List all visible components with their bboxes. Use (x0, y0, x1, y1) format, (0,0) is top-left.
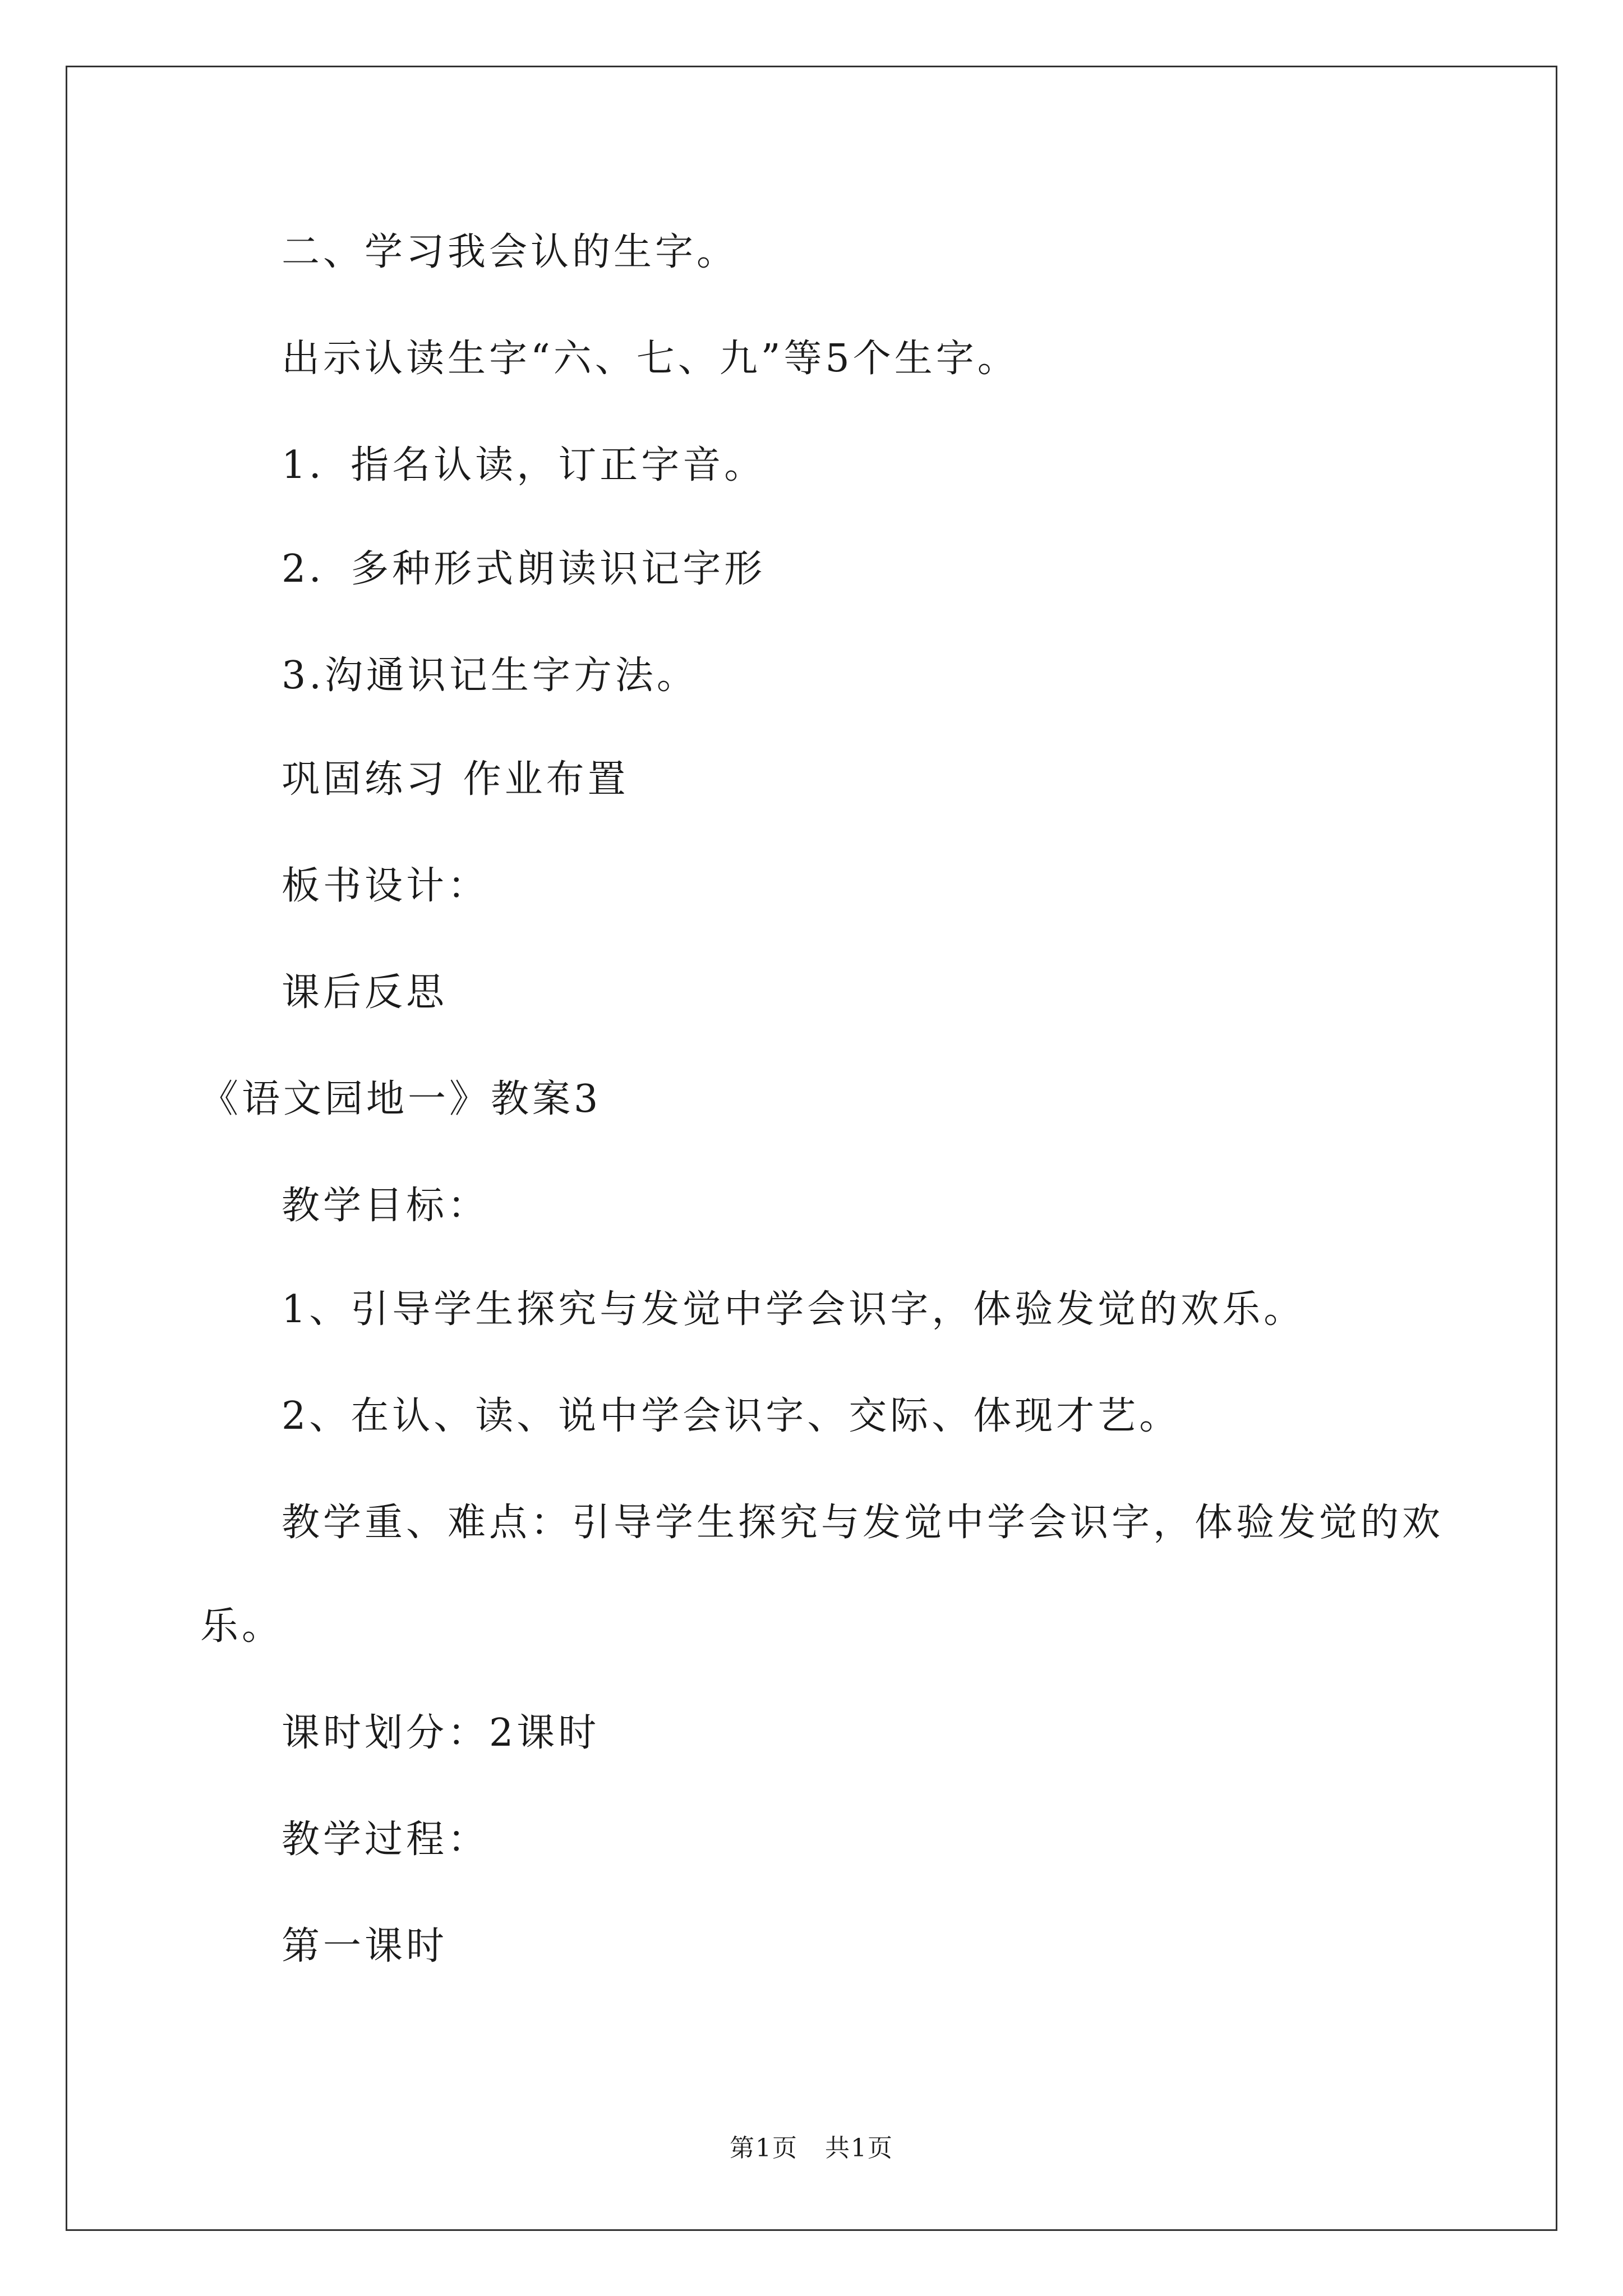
page-border (66, 66, 1557, 2231)
list-item-3: 3.沟通识记生字方法。 (282, 654, 698, 698)
page-count: 共1页 (825, 2134, 893, 2162)
list-item-2: 2．多种形式朗读识记字形 (282, 547, 766, 591)
paragraph-key-points: 教学重、难点：引导学生探究与发觉中学会识字，体验发觉的欢 (282, 1501, 1444, 1545)
document-section-title: 《语文园地一》教案3 (200, 1077, 602, 1121)
goal-item-1: 1、引导学生探究与发觉中学会识字，体验发觉的欢乐。 (282, 1287, 1306, 1332)
paragraph-board-design: 板书设计： (282, 864, 490, 908)
paragraph-teaching-process: 教学过程： (282, 1818, 490, 1862)
paragraph-class-hours: 课时划分：2课时 (282, 1711, 600, 1755)
page-footer (0, 2132, 1623, 2165)
paragraph-practice-homework: 巩固练习 作业布置 (282, 757, 629, 802)
paragraph-teaching-goals: 教学目标： (282, 1184, 490, 1228)
page-number: 第1页 (730, 2134, 798, 2162)
paragraph-reflection: 课后反思 (282, 970, 448, 1015)
list-item-1: 1．指名认读，订正字音。 (282, 443, 766, 487)
paragraph-first-lesson: 第一课时 (282, 1924, 448, 1968)
goal-item-2: 2、在认、读、说中学会识字、交际、体现才艺。 (282, 1394, 1181, 1438)
paragraph-key-points-continued: 乐。 (200, 1604, 284, 1649)
paragraph-show-characters: 出示认读生字“六、七、九”等5个生字。 (282, 337, 1019, 381)
section-heading-learn-characters: 二、学习我会认的生字。 (282, 230, 739, 274)
